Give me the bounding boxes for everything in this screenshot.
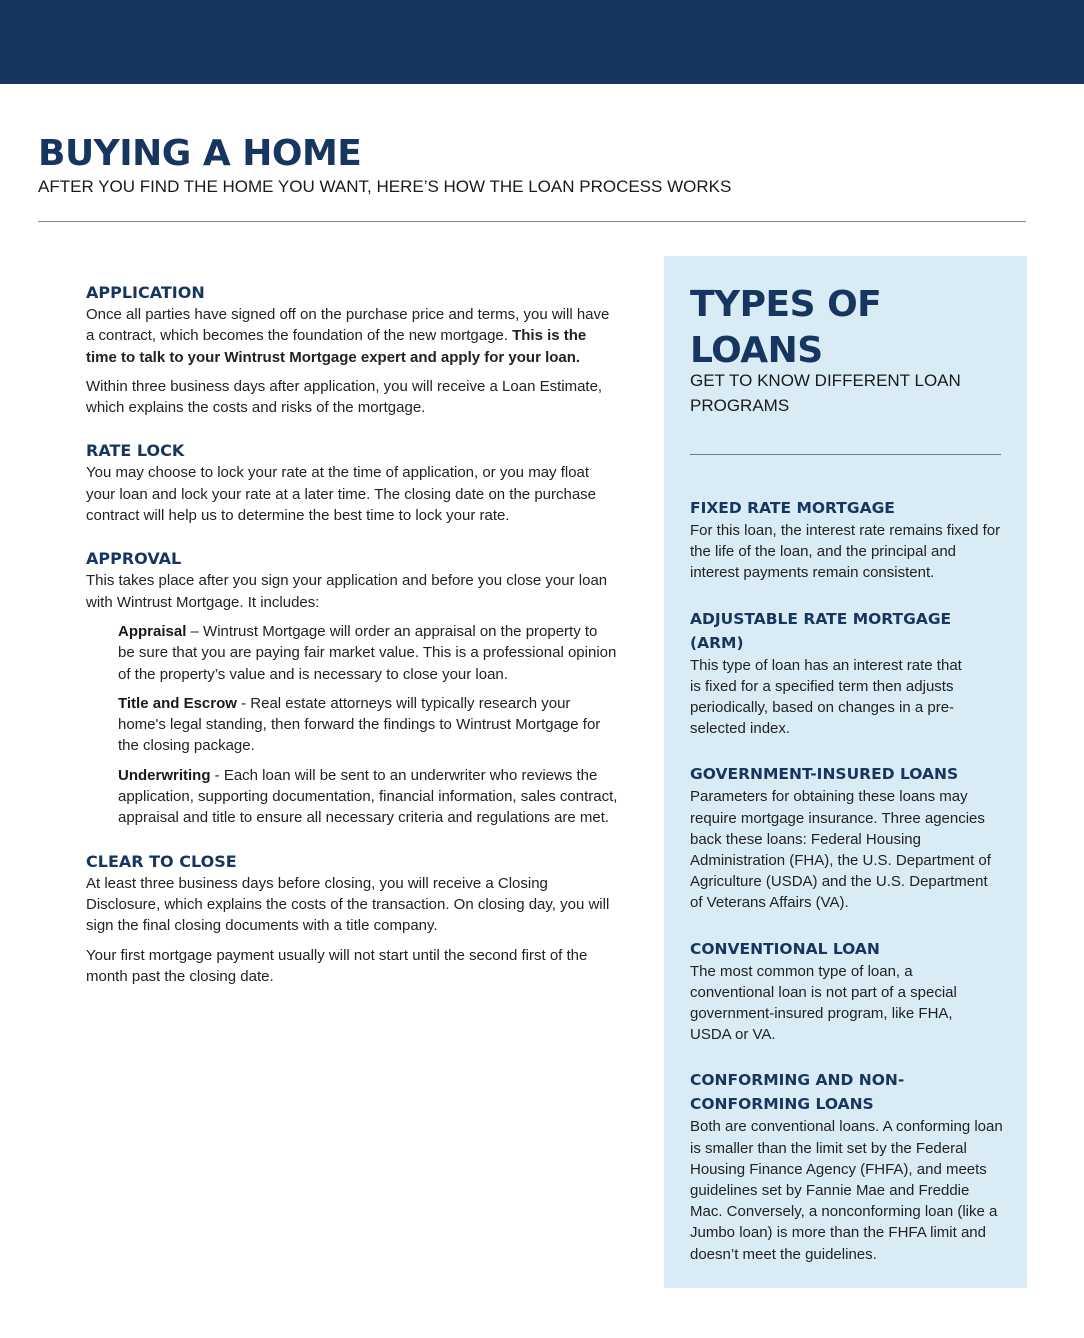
section-paragraph: At least three business days before closing, you will receive a Closing Disclosure, which explains the costs of the transaction. On closing day, you will sign the final closing documents with a title company. — [86, 874, 610, 935]
section-clear-to-close — [86, 851, 618, 987]
sidebar-title-line: TYPES OF — [690, 284, 882, 325]
loan-type-heading: GOVERNMENT-INSURED LOANS — [690, 765, 959, 784]
sidebar-subtitle: GET TO KNOW DIFFERENT LOAN PROGRAMS — [690, 371, 961, 415]
paragraph-text: Once all parties have signed off on the purchase price and terms, you will have a contract, which becomes the foundation of the new mortgage. — [86, 306, 610, 345]
sidebar-title — [690, 282, 881, 374]
loan-process-column — [86, 282, 618, 987]
approval-item-title-escrow — [118, 693, 618, 757]
loan-type-arm — [690, 607, 1004, 740]
loan-type-description: The most common type of loan, a conventional loan is not part of a special government-insured program, like FHA, USDA or VA. — [690, 962, 957, 1044]
loan-type-fixed-rate — [690, 496, 1004, 584]
loan-type-conventional — [690, 937, 1004, 1046]
approval-item-appraisal — [118, 621, 618, 685]
section-paragraph: This takes place after you sign your application and before you close your loan with Wintrust Mortgage. It includes: — [86, 572, 608, 611]
loan-type-description: Parameters for obtaining these loans may require mortgage insurance. Three agencies back these loans: Federal Housing Administration (FHA), the U.S. Department of Agriculture (USDA) and the U.S. Department of Veterans Affairs (VA). — [690, 788, 991, 912]
section-paragraph: Within three business days after application, you will receive a Loan Estimate, which explains the costs and risks of the mortgage. — [86, 377, 603, 417]
sidebar-title-line: LOANS — [690, 330, 823, 371]
loan-type-description: This type of loan has an interest rate that is fixed for a specified term then adjusts periodically, based on changes in a pre-selected index. — [690, 656, 962, 738]
loan-type-government-insured — [690, 762, 1004, 913]
loan-type-heading: FIXED RATE MORTGAGE — [690, 499, 895, 517]
types-of-loans-sidebar — [664, 256, 1027, 1288]
page-subtitle: AFTER YOU FIND THE HOME YOU WANT, HERE’S HOW THE LOAN PROCESS WORKS — [38, 177, 732, 196]
item-term: Title and Escrow — [118, 694, 237, 712]
section-application — [86, 282, 618, 418]
loan-type-heading: ADJUSTABLE RATE MORTGAGE (ARM) — [690, 609, 952, 652]
sidebar-divider — [690, 454, 1001, 455]
section-rate-lock — [86, 440, 618, 526]
approval-item-underwriting — [118, 765, 618, 829]
divider — [38, 221, 1026, 222]
section-heading: RATE LOCK — [86, 441, 185, 461]
loan-type-heading: CONFORMING AND NON-CONFORMING LOANS — [690, 1071, 905, 1114]
loan-type-conforming — [690, 1068, 1004, 1264]
section-heading: CLEAR TO CLOSE — [86, 851, 237, 871]
section-approval — [86, 548, 618, 828]
item-term: Underwriting — [118, 766, 211, 784]
section-paragraph: You may choose to lock your rate at the time of application, or you may float your loan and lock your rate at a later time. The closing date on the purchase contract will help us to determine the best time to lock your rate. — [86, 464, 597, 525]
section-paragraph — [86, 304, 618, 368]
loan-type-description: For this loan, the interest rate remains fixed for the life of the loan, and the principal and interest payments remain consistent. — [690, 522, 1001, 582]
loan-type-description: Both are conventional loans. A conforming loan is smaller than the limit set by the Federal Housing Finance Agency (FHFA), and meets guidelines set by Fannie Mae and Freddie Mac. Conversely, a nonconforming loan (like a Jumbo loan) is more than the FHFA limit and doesn’t meet the guidelines. — [690, 1118, 1003, 1263]
section-heading: APPLICATION — [86, 283, 205, 302]
section-paragraph: Your first mortgage payment usually will not start until the second first of the month past the closing date. — [86, 946, 588, 985]
item-term: Appraisal — [118, 622, 187, 640]
paragraph-emphasis: This is the time to talk to your Wintrust Mortgage expert and apply for your loan. — [86, 327, 587, 366]
item-text: - Real estate attorneys will typically research your home's legal standing, then forward the findings to Wintrust Mortgage for the closing package. — [118, 694, 601, 755]
section-heading: APPROVAL — [86, 549, 182, 569]
item-text: - Each loan will be sent to an underwriter who reviews the application, supporting documentation, financial information, sales contract, appraisal and title to ensure all necessary criteria and regulations are met. — [118, 766, 618, 827]
item-text: – Wintrust Mortgage will order an appraisal on the property to be sure that you are paying fair market value. This is a professional opinion of the property’s value and is necessary to close your loan. — [118, 622, 617, 683]
page-title: BUYING A HOME — [38, 133, 362, 174]
loan-type-heading: CONVENTIONAL LOAN — [690, 939, 880, 958]
header-banner — [0, 0, 1084, 84]
loan-types-list — [690, 496, 1004, 1288]
